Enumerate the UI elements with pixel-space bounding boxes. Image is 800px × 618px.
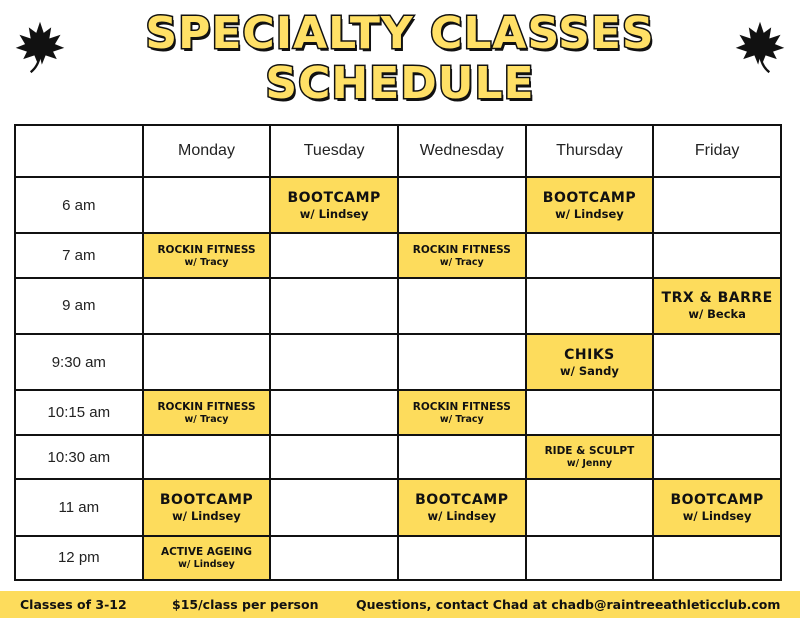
class-cell — [398, 390, 526, 434]
empty-cell — [270, 390, 398, 434]
time-cell: 11 am — [15, 479, 143, 535]
empty-cell — [270, 233, 398, 277]
empty-cell — [526, 536, 654, 580]
empty-cell — [143, 278, 271, 334]
header-row — [15, 125, 781, 177]
class-name: ACTIVE AGEING — [160, 545, 253, 558]
empty-cell — [270, 278, 398, 334]
day-header: Tuesday — [270, 125, 398, 177]
table-row — [15, 278, 781, 334]
empty-cell — [270, 334, 398, 390]
class-name: BOOTCAMP — [415, 491, 509, 508]
class-name: ROCKIN FITNESS — [412, 243, 511, 256]
class-name: CHIKS — [564, 346, 615, 363]
empty-cell — [398, 435, 526, 479]
class-cell — [143, 536, 271, 580]
empty-cell — [653, 390, 781, 434]
class-name: ROCKIN FITNESS — [412, 400, 511, 413]
class-cell — [270, 177, 398, 233]
day-header: Friday — [653, 125, 781, 177]
empty-cell — [653, 233, 781, 277]
schedule-table — [14, 124, 782, 581]
time-cell: 7 am — [15, 233, 143, 277]
class-cell — [526, 177, 654, 233]
class-instructor: w/ Lindsey — [299, 206, 369, 221]
class-size-note: Classes of 3-12 — [20, 597, 127, 612]
table-row — [15, 177, 781, 233]
time-cell: 9 am — [15, 278, 143, 334]
time-cell: 10:15 am — [15, 390, 143, 434]
class-cell — [653, 278, 781, 334]
class-cell — [526, 435, 654, 479]
class-instructor: w/ Lindsey — [427, 508, 497, 523]
empty-cell — [143, 435, 271, 479]
contact-note: Questions, contact Chad at chadb@raintreeathleticclub.com — [356, 597, 781, 612]
class-instructor: w/ Sandy — [560, 363, 619, 378]
class-name: BOOTCAMP — [159, 491, 254, 508]
day-header: Thursday — [526, 125, 654, 177]
maple-leaf-icon — [12, 18, 68, 74]
class-cell — [653, 479, 781, 535]
empty-cell — [398, 334, 526, 390]
empty-cell — [526, 479, 654, 535]
empty-cell — [398, 278, 526, 334]
class-name: BOOTCAMP — [542, 189, 637, 206]
class-name: BOOTCAMP — [670, 491, 764, 508]
corner-cell — [15, 125, 143, 177]
class-cell — [526, 334, 654, 390]
empty-cell — [143, 334, 271, 390]
class-cell — [398, 479, 526, 535]
class-instructor: w/ Jenny — [566, 458, 613, 469]
price-note: $15/class per person — [172, 597, 319, 612]
empty-cell — [653, 435, 781, 479]
time-cell: 9:30 am — [15, 334, 143, 390]
time-cell: 12 pm — [15, 536, 143, 580]
table-row — [15, 233, 781, 277]
class-instructor: w/ Becka — [688, 307, 746, 322]
empty-cell — [526, 278, 654, 334]
time-cell: 10:30 am — [15, 435, 143, 479]
class-instructor: w/ Lindsey — [178, 558, 235, 570]
table-row — [15, 334, 781, 390]
table-row — [15, 390, 781, 434]
day-header: Wednesday — [398, 125, 526, 177]
footer-bar — [0, 591, 800, 618]
empty-cell — [526, 390, 654, 434]
empty-cell — [270, 435, 398, 479]
class-cell — [143, 390, 271, 434]
time-cell: 6 am — [15, 177, 143, 233]
empty-cell — [398, 177, 526, 233]
table-row — [15, 479, 781, 535]
class-cell — [143, 479, 271, 535]
class-cell — [398, 233, 526, 277]
empty-cell — [653, 334, 781, 390]
page-subtitle: SCHEDULE — [265, 58, 535, 109]
maple-leaf-icon — [732, 18, 788, 74]
empty-cell — [526, 233, 654, 277]
empty-cell — [143, 177, 271, 233]
class-instructor: w/ Lindsey — [555, 206, 624, 221]
class-name: ROCKIN FITNESS — [157, 400, 256, 413]
class-name: TRX & BARRE — [661, 290, 773, 307]
empty-cell — [653, 177, 781, 233]
empty-cell — [270, 536, 398, 580]
empty-cell — [653, 536, 781, 580]
class-instructor: w/ Tracy — [439, 256, 484, 268]
table-row — [15, 536, 781, 580]
class-name: BOOTCAMP — [287, 189, 381, 206]
class-instructor: w/ Tracy — [184, 256, 229, 268]
class-instructor: w/ Tracy — [439, 413, 484, 425]
class-instructor: w/ Lindsey — [172, 508, 241, 523]
class-instructor: w/ Lindsey — [682, 508, 752, 523]
day-header: Monday — [143, 125, 271, 177]
class-name: RIDE & SCULPT — [544, 445, 635, 457]
class-instructor: w/ Tracy — [184, 413, 229, 425]
class-cell — [143, 233, 271, 277]
empty-cell — [270, 479, 398, 535]
class-name: ROCKIN FITNESS — [157, 243, 256, 256]
empty-cell — [398, 536, 526, 580]
table-row — [15, 435, 781, 479]
page-title: SPECIALTY CLASSES — [145, 8, 655, 59]
